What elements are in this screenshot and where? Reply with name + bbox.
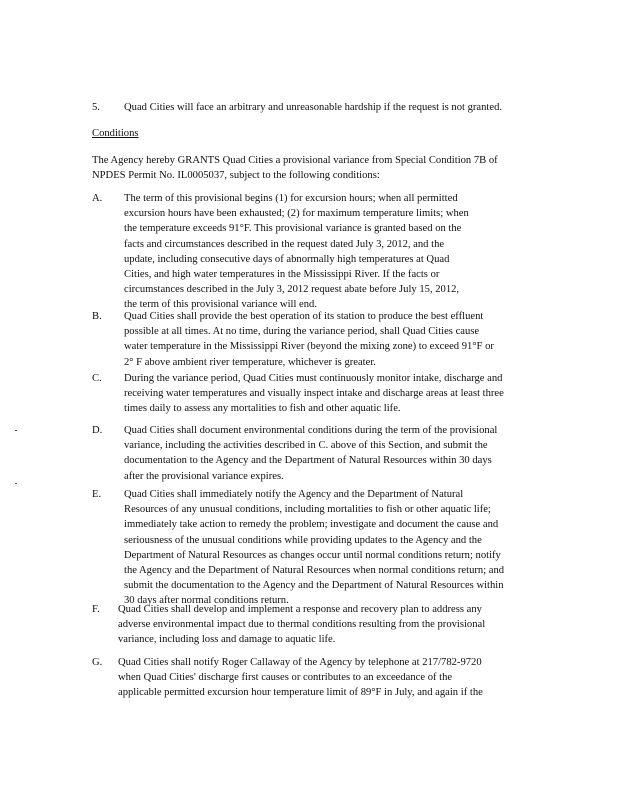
scan-speck [15,483,17,484]
condition-line: applicable permitted excursion hour temperature limit of 89°F in July, and again if the [118,687,483,699]
condition-line: water temperature in the Mississippi River (beyond the mixing zone) to exceed 91°F or [124,341,494,353]
condition-line: Quad Cities shall provide the best operation of its station to produce the best effluent [124,311,484,322]
condition-line: submit the documentation to the Agency and the Department of Natural Resources within [124,580,504,592]
condition-d-marker: D. [92,425,103,436]
item-5-text [124,100,502,115]
condition-line: The term of this provisional begins (1) for excursion hours; when all permitted [124,193,458,204]
condition-line: variance, including loss and damage to aquatic life. [118,634,336,646]
condition-line: receiving water temperatures and visually inspect intake and discharge areas at least three [124,388,504,400]
item-5-line: Quad Cities will face an arbitrary and unreasonable hardship if the request is not granted. [124,102,503,113]
condition-line: the term of this provisional variance will end. [124,299,317,311]
condition-line: seriousness of the unusual conditions while providing updates to the Agency and the [124,534,482,546]
conditions-heading: Conditions [92,128,139,139]
condition-c-text [124,371,504,417]
condition-line: when Quad Cities' discharge first causes or contributes to an exceedance of the [118,672,453,684]
condition-line: 30 days after normal conditions return. [124,595,289,607]
item-5-marker: 5. [92,102,100,113]
condition-b-text [124,309,494,370]
condition-line: Quad Cities shall immediately notify the Agency and the Department of Natural [124,489,464,500]
condition-line: 2° F above ambient river temperature, whichever is greater. [124,356,376,368]
condition-c-marker: C. [92,373,102,384]
condition-line: excursion hours have been exhausted; (2) for maximum temperature limits; when [124,208,469,220]
condition-line: Quad Cities shall notify Roger Callaway of the Agency by telephone at 217/782-9720 [118,657,482,668]
condition-f-text [118,602,485,648]
condition-e-marker: E. [92,489,102,500]
intro-line: NPDES Permit No. IL0005037, subject to the following conditions: [92,170,380,182]
condition-line: Quad Cities shall develop and implement a response and recovery plan to address any [118,604,482,615]
condition-line: variance, including the activities described in C. above of this Section, and submit the [124,440,488,452]
condition-line: times daily to assess any mortalities to fish and other aquatic life. [124,403,401,415]
condition-line: possible at all times. At no time, during the variance period, shall Quad Cities cause [124,326,480,338]
condition-line: update, including consecutive days of abnormally high temperatures at Quad [124,253,450,265]
condition-e-text [124,487,504,609]
condition-line: Cities, and high water temperatures in the Mississippi River. If the facts or [124,269,440,281]
condition-line: adverse environmental impact due to thermal conditions resulting from the provisional [118,619,486,631]
condition-line: facts and circumstances described in the request dated July 3, 2012, and the [124,238,445,250]
condition-line: Quad Cities shall document environmental conditions during the term of the provisional [124,425,498,436]
intro-line: The Agency hereby GRANTS Quad Cities a provisional variance from Special Condition 7B of [92,155,498,166]
intro-paragraph [92,153,498,183]
condition-line: Resources of any unusual conditions, including mortalities to fish or other aquatic life; [124,504,491,516]
condition-line: the temperature exceeds 91°F. This provisional variance is granted based on the [124,223,462,235]
scan-speck [15,430,17,431]
condition-line: the Agency and the Department of Natural Resources when normal conditions return; and [124,565,505,577]
condition-line: after the provisional variance expires. [124,470,284,482]
condition-f-marker: F. [92,604,100,615]
condition-g-text [118,655,483,701]
condition-line: Department of Natural Resources as changes occur until normal conditions return; notify [124,549,501,561]
condition-line: documentation to the Agency and the Department of Natural Resources within 30 days [124,455,492,467]
condition-d-text [124,423,497,484]
condition-line: circumstances described in the July 3, 2012 request abate before July 15, 2012, [124,284,460,296]
condition-line: During the variance period, Quad Cities must continuously monitor intake, discharge and [124,373,503,384]
condition-a-text [124,191,469,313]
condition-line: immediately take action to remedy the problem; investigate and document the cause and [124,519,499,531]
condition-a-marker: A. [92,193,103,204]
condition-b-marker: B. [92,311,102,322]
condition-g-marker: G. [92,657,103,668]
